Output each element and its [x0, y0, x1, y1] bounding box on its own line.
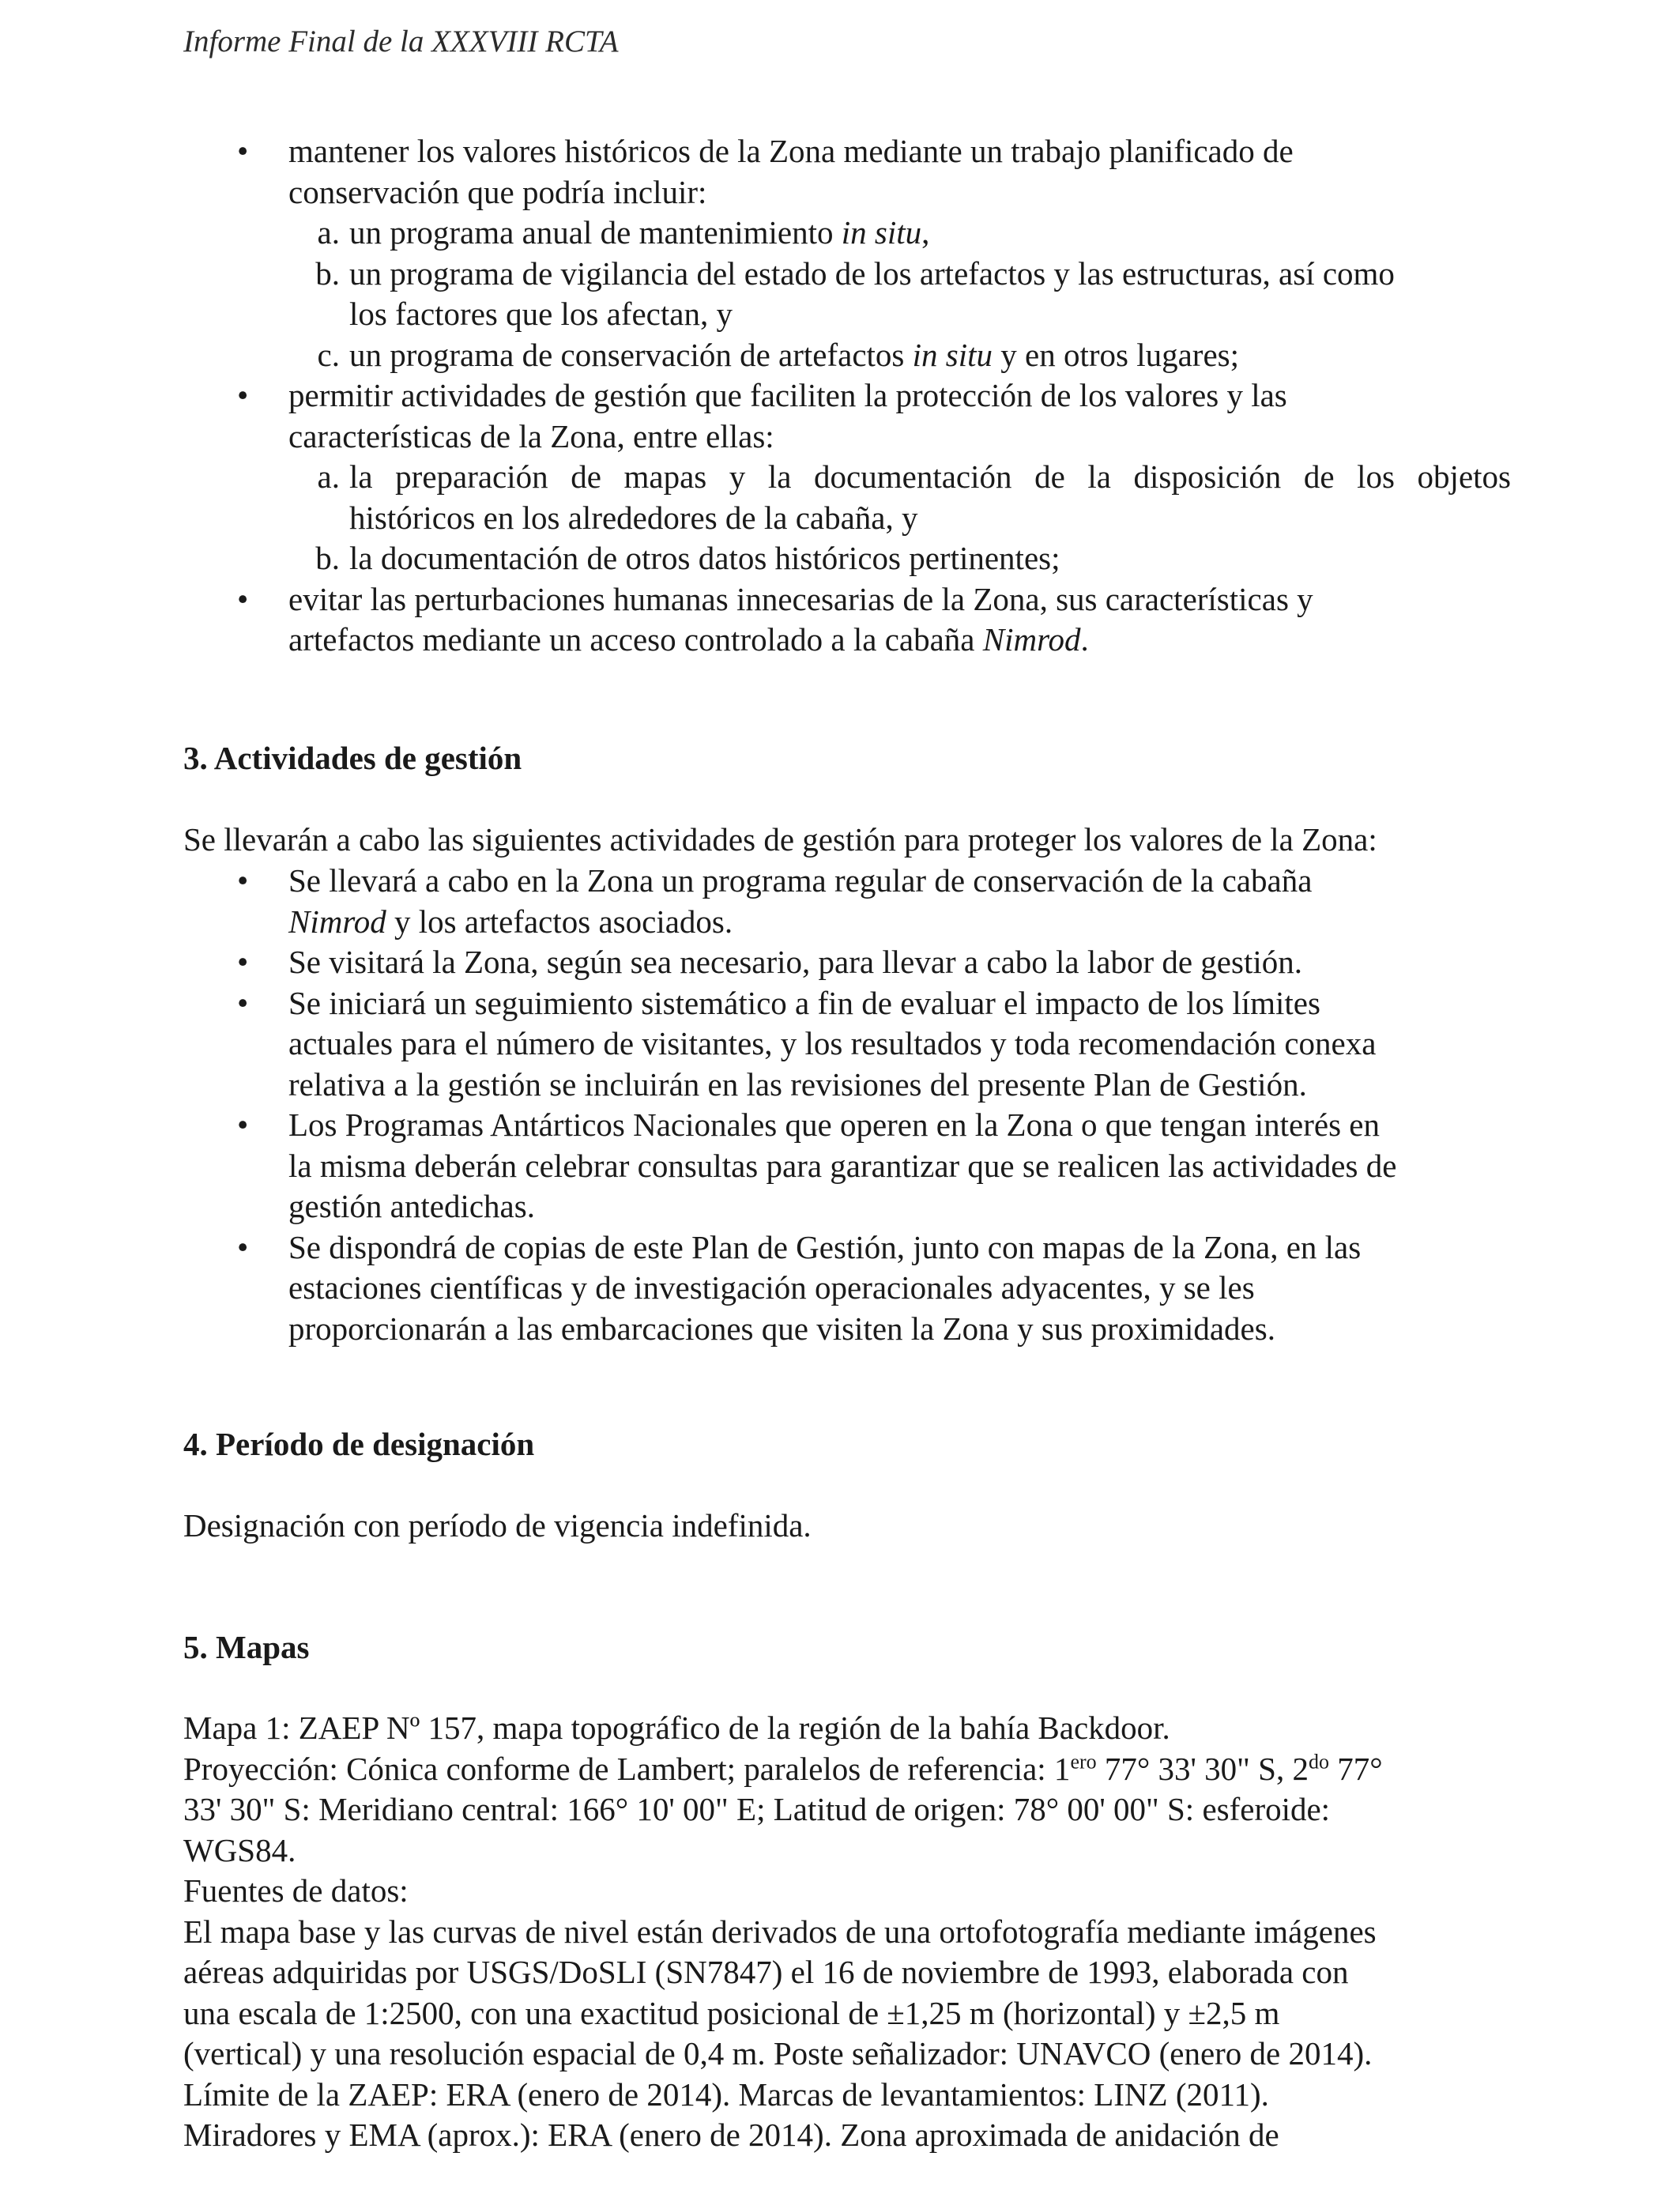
line: aéreas adquiridas por USGS/DoSLI (SN7847) el 16 de noviembre de 1993, elaborada con — [183, 1954, 1349, 1990]
line: 33' 30" S: Meridiano central: 166° 10' 00" E; Latitud de origen: 78° 00' 00" S: esferoide: — [183, 1791, 1331, 1827]
objectives-list — [183, 131, 1511, 661]
line: relativa a la gestión se incluirán en las revisiones del presente Plan de Gestión. — [288, 1065, 1307, 1103]
running-header: Informe Final de la XXXVIII RCTA — [183, 25, 619, 58]
line: artefactos mediante un acceso controlado a la cabaña Nimrod. — [288, 621, 1089, 658]
bullet-icon: • — [237, 984, 249, 1021]
sub-list-item — [183, 457, 1511, 538]
list-item — [183, 983, 1511, 1106]
section-heading: 4. Período de designación — [183, 1426, 535, 1462]
line: Los Programas Antárticos Nacionales que operen en la Zona o que tengan interés en — [288, 1106, 1381, 1143]
list-item — [183, 1227, 1511, 1350]
bullet-icon: • — [237, 580, 249, 617]
sub-list-item — [183, 254, 1511, 335]
line: El mapa base y las curvas de nivel están derivados de una ortofotografía mediante imágenes — [183, 1913, 1377, 1950]
line: una escala de 1:2500, con una exactitud posicional de ±1,25 m (horizontal) y ±2,5 m — [183, 1994, 1280, 2031]
line: estaciones científicas y de investigación operacionales adyacentes, y se les — [288, 1269, 1255, 1306]
list-item — [183, 1105, 1511, 1227]
line: la misma deberán celebrar consultas para garantizar que se realicen las actividades de — [288, 1147, 1397, 1184]
sub-label: b. — [315, 254, 340, 292]
line: Fuentes de datos: — [183, 1872, 409, 1909]
sub-list-item — [183, 538, 1511, 579]
line: Mapa 1: ZAEP Nº 157, mapa topográfico de la región de la bahía Backdoor. — [183, 1710, 1170, 1746]
section-heading: 3. Actividades de gestión — [183, 740, 522, 776]
sub-label: c. — [317, 336, 340, 373]
bullet-icon: • — [237, 944, 249, 980]
bullet-icon: • — [237, 1106, 249, 1143]
line: Se iniciará un seguimiento sistemático a fin de evaluar el impacto de los límites — [288, 984, 1320, 1021]
line: mantener los valores históricos de la Zona mediante un trabajo planificado de — [288, 133, 1294, 169]
section-intro: Se llevarán a cabo las siguientes actividades de gestión para proteger los valores de la Zona: — [183, 821, 1377, 858]
list-item — [183, 131, 1511, 213]
sub-label: b. — [315, 540, 340, 576]
line: Se dispondrá de copias de este Plan de Gestión, junto con mapas de la Zona, en las — [288, 1228, 1362, 1265]
list-item — [183, 861, 1511, 942]
bullet-icon: • — [237, 133, 249, 169]
line: la preparación de mapas y la documentación de la disposición de los objetos — [349, 458, 1511, 495]
line: un programa de vigilancia del estado de los artefactos y las estructuras, así como — [349, 254, 1395, 292]
line: los factores que los afectan, y — [349, 296, 733, 332]
line: gestión antedichas. — [288, 1188, 535, 1224]
line: Miradores y EMA (aprox.): ERA (enero de 2014). Zona aproximada de anidación de — [183, 2117, 1279, 2153]
line: (vertical) y una resolución espacial de 0,4 m. Poste señalizador: UNAVCO (enero de 2014). — [183, 2035, 1373, 2071]
maps-text — [183, 1708, 1511, 2156]
line: un programa anual de mantenimiento in situ, — [349, 214, 930, 251]
line: Proyección: Cónica conforme de Lambert; paralelos de referencia: $1^{ero}$ 77° 33' 30" S, $2^{do}$ 77° — [183, 1749, 1383, 1787]
bullet-icon: • — [237, 862, 249, 899]
list-item — [183, 942, 1511, 983]
line: Se visitará la Zona, según sea necesario, para llevar a cabo la labor de gestión. — [288, 944, 1302, 980]
line: históricos en los alrededores de la cabaña, y — [349, 499, 918, 536]
activities-list — [183, 861, 1511, 1349]
line: Nimrod y los artefactos asociados. — [288, 903, 733, 940]
line: WGS84. — [183, 1831, 296, 1868]
line: Límite de la ZAEP: ERA (enero de 2014). Marcas de levantamientos: LINZ (2011). — [183, 2075, 1269, 2113]
bullet-icon: • — [237, 377, 249, 413]
line: permitir actividades de gestión que faciliten la protección de los valores y las — [288, 377, 1287, 413]
sub-label: a. — [317, 458, 340, 495]
line: proporcionarán a las embarcaciones que visiten la Zona y sus proximidades. — [288, 1310, 1275, 1347]
line: evitar las perturbaciones humanas innecesarias de la Zona, sus características y — [288, 580, 1313, 617]
section-heading: 5. Mapas — [183, 1629, 310, 1665]
line: un programa de conservación de artefactos in situ y en otros lugares; — [349, 336, 1239, 373]
line: actuales para el número de visitantes, y los resultados y toda recomendación conexa — [288, 1025, 1377, 1061]
line: características de la Zona, entre ellas: — [288, 417, 774, 454]
sub-list-item — [183, 335, 1511, 376]
sub-list-item — [183, 213, 1511, 254]
sub-label: a. — [317, 214, 340, 251]
section-text: Designación con período de vigencia indefinida. — [183, 1507, 812, 1544]
line: conservación que podría incluir: — [288, 173, 707, 210]
line: la documentación de otros datos históricos pertinentes; — [349, 540, 1060, 576]
bullet-icon: • — [237, 1228, 249, 1265]
line: Se llevará a cabo en la Zona un programa regular de conservación de la cabaña — [288, 862, 1313, 899]
list-item — [183, 579, 1511, 661]
list-item — [183, 375, 1511, 457]
